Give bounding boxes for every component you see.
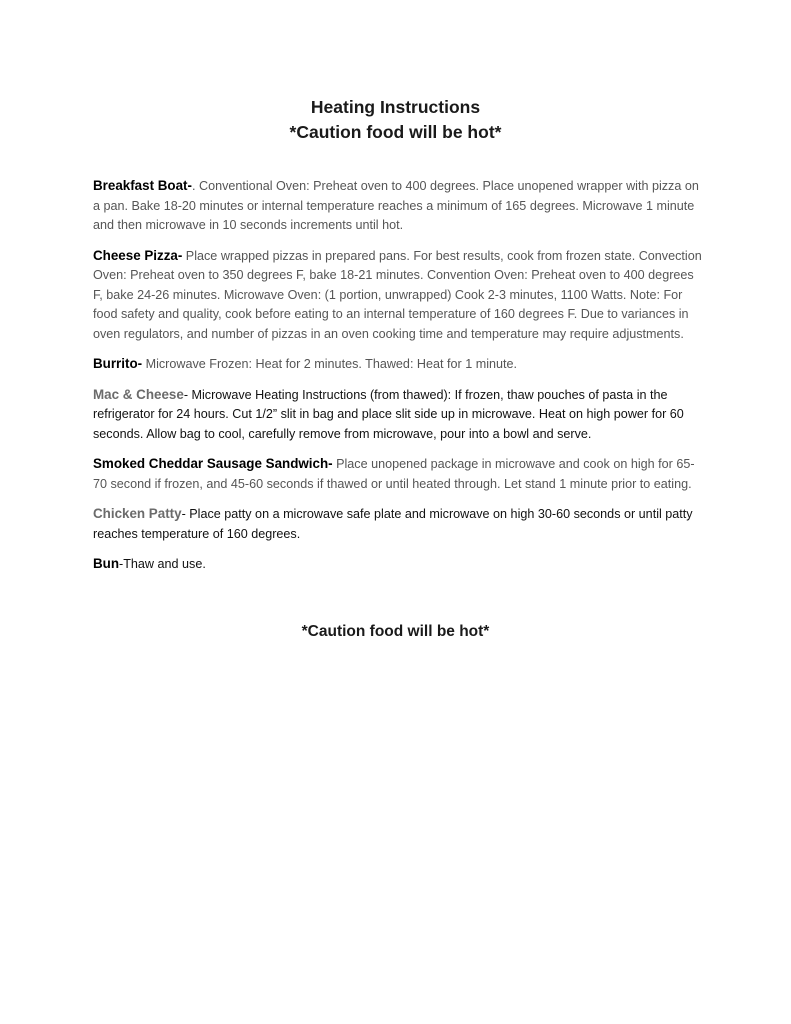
item-label: Burrito-	[93, 356, 143, 371]
instruction-breakfast-boat	[93, 176, 705, 236]
item-description: Place unopened package in microwave and cook on high for 65-70 second if frozen, and 45-60 seconds if thawed or until heated through. Let stand 1 minute prior to eating.	[93, 457, 695, 491]
document-header	[0, 95, 791, 145]
item-description: Place wrapped pizzas in prepared pans. For best results, cook from frozen state. Convection Oven: Preheat oven to 350 degrees F, bake 18-21 minutes. Convention Oven: Preheat oven to 400 degrees F, bake 24-26 minutes. Microwave Oven: (1 portion, unwrapped) Cook 2-3 minutes, 1100 Watts. Note: For food safety and quality, cook before eating to an internal temperature of 160 degrees F. Due to variances in oven regulators, and number of pizzas in an oven cooking time and temperature may require adjustments.	[93, 248, 702, 341]
instruction-bun	[93, 554, 705, 575]
instruction-cheese-pizza	[93, 246, 705, 345]
item-label: Mac & Cheese	[93, 386, 184, 402]
item-label: Cheese Pizza-	[93, 247, 183, 263]
page-title: Heating Instructions	[310, 97, 481, 117]
caution-footer: *Caution food will be hot*	[301, 623, 490, 640]
instruction-sausage-sandwich	[93, 454, 705, 494]
item-label: Smoked Cheddar Sausage Sandwich-	[93, 456, 333, 471]
item-description: Microwave Frozen: Heat for 2 minutes. Thawed: Heat for 1 minute.	[142, 357, 518, 371]
item-description: - Place patty on a microwave safe plate and microwave on high 30-60 seconds or until patty reaches temperature of 160 degrees.	[93, 507, 693, 541]
item-description: -Thaw and use.	[119, 557, 206, 571]
instruction-mac-and-cheese	[93, 385, 705, 445]
item-description: - Microwave Heating Instructions (from thawed): If frozen, thaw pouches of pasta in the refrigerator for 24 hours. Cut 1/2” slit in bag and place slit side up in microwave. Heat on high power for 60 seconds. Allow bag to cool, carefully remove from microwave, pour into a bowl and serve.	[93, 387, 684, 441]
item-label: Chicken Patty	[93, 506, 182, 521]
item-label: Breakfast Boat-	[93, 178, 192, 193]
instruction-chicken-patty	[93, 504, 705, 544]
item-description: . Conventional Oven: Preheat oven to 400 degrees. Place unopened wrapper with pizza on a pan. Bake 18-20 minutes or internal temperature reaches a minimum of 165 degrees. Microwave 1 minute and then microwave in 10 seconds increments until hot.	[93, 179, 699, 232]
instruction-burrito	[93, 354, 705, 375]
instructions-list	[93, 176, 705, 585]
item-label: Bun	[93, 556, 120, 571]
caution-heading: *Caution food will be hot*	[289, 122, 502, 142]
